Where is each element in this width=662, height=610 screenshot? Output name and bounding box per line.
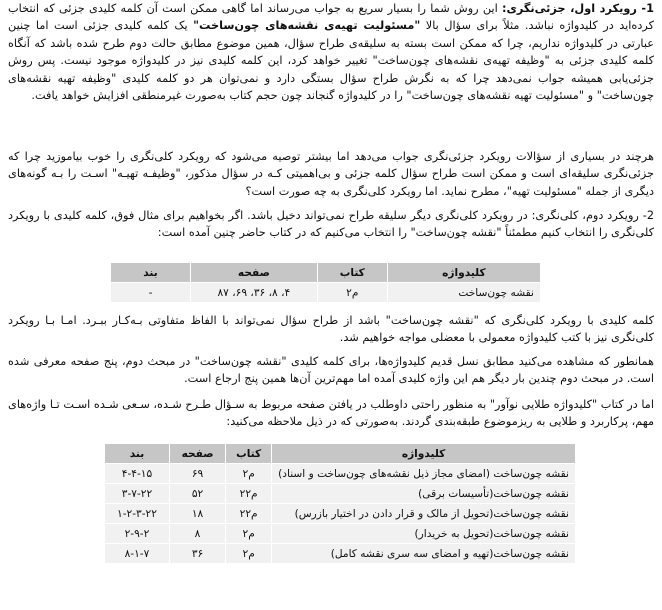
section1-paragraph [8,0,654,104]
table2-cell-keyword: نقشه چون‌ساخت (امضای مجاز ذیل نقشه‌های چون‌ساخت و اسناد) [272,464,576,484]
paragraph-2: هرچند در بسیاری از سؤالات رویکرد جزئی‌نگری جواب می‌دهد اما بیشتر توصیه می‌شود که رویکرد کلی‌نگری را خوب بیاموزید چرا که جزئی‌نگری سلیقه‌ای است و ممکن است طراح سؤال کلمه جزئی و بی‌اهمیتی کـه در سؤال مذکور، "وظیفـه تهیـه" اسـت را بـه گونه‌های دیگری از جمله "مسئولیت تهیه"، مطرح نماید. اما رویکرد کلی‌نگری به چه صورت است؟ [8,150,654,198]
section1-highlight: "مسئولیت تهیه‌ی نقشه‌های چون‌ساخت" [193,19,421,33]
table2-cell-book: م۲۲ [226,484,272,504]
table-row [105,464,576,484]
table1-cell-clause: - [111,283,191,303]
table2-cell-page: ۵۲ [169,484,225,504]
table2-cell-clause: ۱-۲-۳-۲۲ [105,504,170,524]
table-row [105,484,576,504]
table2-cell-clause: ۲-۹-۲ [105,524,170,544]
table1-header-row [111,263,541,283]
section1-text-b: یک کلمه کلیدی جزئی است اما چنین عبارتی در کلیدواژه نداریم، چرا که ممکن است بسته به سلیقه‌ی طراح سؤال، همین موضوع مطابق حالت دوم طرح شده باشد که آنگاه کلمه کلیدی جزئی به "وظیفه تهیه‌ی نقشه‌های چون‌ساخت" تغییر خواهد کرد، این کلمه کلیدی نیز در کلیدواژه موجود نیست. پس روش جزئی‌یابی همیشه جواب نمی‌دهد چرا که به نگرش طراح سؤال بستگی دارد و نمی‌توان هر دو کلمه کلیدی "وظیفه تهیه نقشه‌های چون‌ساخت" و "مسئولیت تهیه نقشه‌های چون‌ساخت" را در کلیدواژه گنجاند چون حجم کتاب به‌صورت غیرمنطقی افزایش خواهد یافت. [8,19,654,103]
table-row [105,544,576,564]
table1-cell-book: م۲ [317,283,387,303]
table1-cell-page: ۴، ۸، ۳۶، ۶۹، ۸۷ [191,283,318,303]
table2-cell-page: ۳۶ [169,544,225,564]
paragraph-4: کلمه کلیدی با رویکرد کلی‌نگری که "نقشه چون‌ساخت" باشد از طراح سؤال نمی‌تواند با الفاظ متفاوتی بـه‌کـار ببـرد. امـا بـا رویکرد کلی‌نگری نیز با کتب کلیدواژه معمولی با معضلی مواجه خواهیم شد. [8,314,654,345]
table2-header-keyword: کلیدواژه [272,444,576,464]
table2-header-clause: بند [105,444,170,464]
table2-cell-clause: ۳-۷-۲۲ [105,484,170,504]
table2-cell-page: ۶۹ [169,464,225,484]
table2-cell-book: م۲ [226,464,272,484]
paragraph-5: همانطور که مشاهده می‌کنید مطابق نسل قدیم کلیدواژه‌ها، برای کلمه کلیدی "نقشه چون‌ساخت" در مبحث دوم، پنج صفحه معرفی شده است. در مبحث دوم چندین بار دیگر هم این واژه کلیدی آمده اما مهم‌ترین آن‌ها همین پنج ارجاع است. [8,355,654,386]
table1-header-book: کتاب [317,263,387,283]
table2-cell-keyword: نقشه چون‌ساخت(تأسیسات برقی) [272,484,576,504]
section1-title: 1- رویکرد اول، جزئی‌نگری: [501,2,654,15]
table2-cell-clause: ۸-۱-۷ [105,544,170,564]
table2-header-page: صفحه [169,444,225,464]
table1-header-clause: بند [111,263,191,283]
table2-cell-page: ۸ [169,524,225,544]
table2-header-row [105,444,576,464]
table2-cell-keyword: نقشه چون‌ساخت(تهیه و امضای سه سری نقشه کامل) [272,544,576,564]
table2-header-book: کتاب [226,444,272,464]
table2-cell-book: م۲ [226,544,272,564]
table-row [105,504,576,524]
table-row [105,524,576,544]
table2-cell-book: م۲۲ [226,504,272,524]
keyword-table-2 [104,443,576,564]
table2-cell-clause: ۴-۴-۱۵ [105,464,170,484]
table2-cell-page: ۱۸ [169,504,225,524]
table2-cell-keyword: نقشه چون‌ساخت(تحویل از مالک و قرار دادن در اختیار بازرس) [272,504,576,524]
keyword-table-1 [110,262,541,303]
paragraph-6: اما در کتاب "کلیدواژه طلایی نوآور" به منظور راحتی داوطلب در یافتن صفحه مربوط به سـؤال طـرح شـده، سـعی شـده اسـت تـا واژه‌های مهم، پرکاربرد و طلایی به ریزموضوع طبقه‌بندی گردند. به‌صورتی که در ذیل ملاحظه می‌کنید: [8,398,654,429]
table1-header-page: صفحه [191,263,318,283]
section1-text-a: این روش شما را بسیار سریع به جواب می‌رساند اما گاهی ممکن است آن کلمه کلیدی جزئی که انتخاب کرده‌اید در کلیدواژه نباشد. مثلاً برای سؤال بالا [8,2,654,33]
table1-header-keyword: کلیدواژه [387,263,540,283]
table2-cell-keyword: نقشه چون‌ساخت(تحویل به خریدار) [272,524,576,544]
table2-cell-book: م۲ [226,524,272,544]
table-row [111,283,541,303]
table1-cell-keyword: نقشه چون‌ساخت [387,283,540,303]
paragraph-3: 2- رویکرد دوم، کلی‌نگری: در رویکرد کلی‌نگری دیگر سلیقه طراح نمی‌تواند دخیل باشد. اگر بخواهیم برای مثال فوق، کلمه کلیدی با رویکرد کلی‌نگری را انتخاب کنیم مطمئناً "نقشه چون‌ساخت" را انتخاب می‌کنیم که در کتاب حاضر چنین آمده است: [8,209,654,240]
